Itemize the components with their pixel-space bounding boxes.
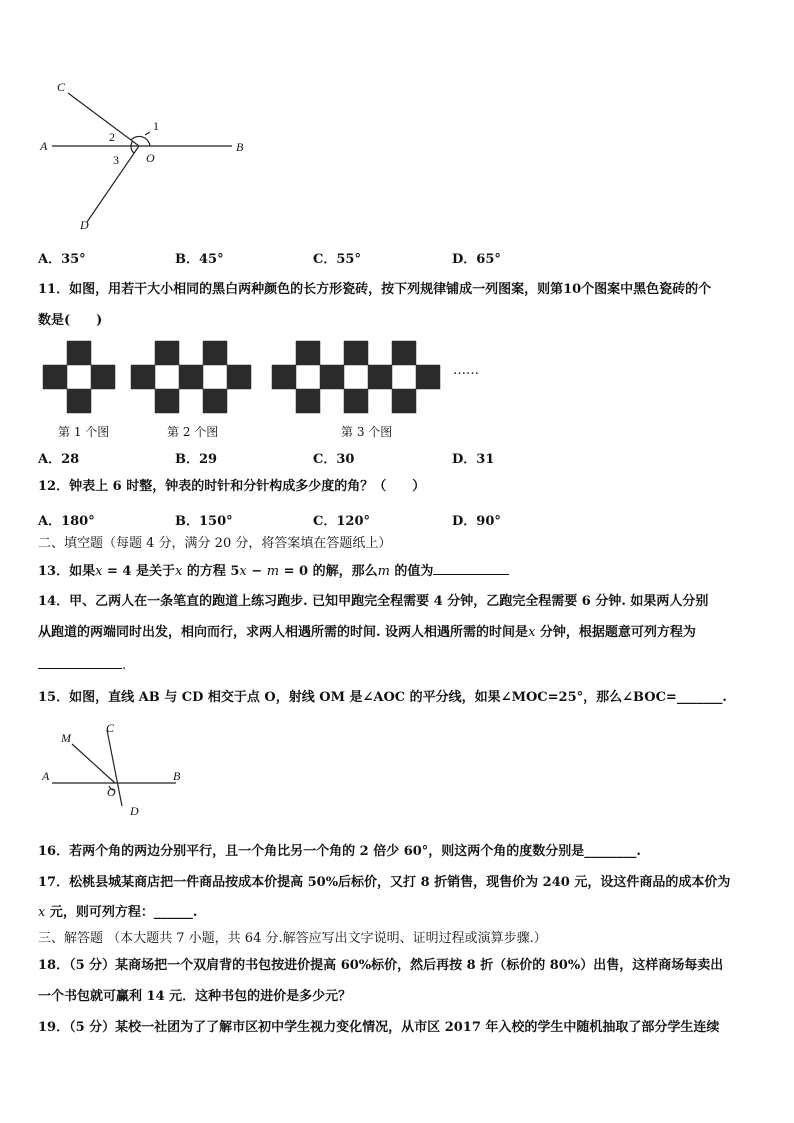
label-b: B bbox=[236, 140, 244, 154]
label-angle-2: 2 bbox=[109, 130, 115, 144]
label-o: O bbox=[146, 151, 155, 165]
var-m: m bbox=[377, 564, 390, 579]
q12-option-a: A．180° bbox=[38, 514, 95, 529]
q18-stem-line2: 一个书包就可赢利 14 元．这种书包的进价是多少元？ bbox=[38, 989, 352, 1004]
answer-blank[interactable]: _______. bbox=[676, 690, 727, 705]
q11-option-b: B．29 bbox=[175, 452, 218, 467]
q10-option-a: A．35° bbox=[38, 252, 86, 267]
q12-option-b: B．150° bbox=[175, 514, 233, 529]
caption-figure-3: 第 3 个图 bbox=[341, 425, 393, 439]
var-x: x bbox=[528, 625, 536, 640]
label-o: O bbox=[107, 785, 116, 799]
answer-blank[interactable]: ______. bbox=[153, 905, 198, 920]
section-3-heading: 三、解答题 （本大题共 7 小题，共 64 分.解答应写出文字说明、证明过程或演算步骤.） bbox=[38, 931, 547, 946]
q13-text: 13．如果 bbox=[38, 564, 96, 579]
q17-stem-line2 bbox=[38, 903, 197, 923]
var-x: x bbox=[174, 564, 183, 579]
q14-text: 从跑道的两端同时出发，相向而行，求两人相遇所需的时间. 设两人相遇所需的时间是 bbox=[38, 625, 529, 640]
q13-text: 的方程 5 bbox=[182, 564, 240, 579]
q15-text: 15．如图，直线 AB 与 CD 相交于点 O，射线 OM 是∠AOC 的平分线，如果∠MOC=25°，那么∠BOC= bbox=[38, 690, 677, 705]
q17-text: 元，则可列方程： bbox=[45, 905, 154, 920]
q11-option-c: C．30 bbox=[313, 452, 355, 467]
label-angle-3: 3 bbox=[113, 153, 119, 167]
label-d: D bbox=[80, 218, 89, 232]
answer-blank[interactable]: ________. bbox=[584, 844, 641, 859]
q13-text: = 4 是关于 bbox=[102, 564, 175, 579]
label-c: C bbox=[106, 721, 115, 735]
q18-stem-line1: 18．（5 分）某商场把一个双肩背的书包按进价提高 60%标价，然后再按 8 折（标价的 80%）出售，这样商场每卖出 bbox=[38, 958, 724, 973]
q10-option-b: B．45° bbox=[175, 252, 224, 267]
label-m: M bbox=[61, 731, 71, 745]
q13-text: − bbox=[246, 564, 267, 579]
var-m: m bbox=[266, 564, 280, 579]
q12-option-c: C．120° bbox=[313, 514, 370, 529]
q13-text: 的值为 bbox=[389, 564, 434, 579]
q16-text: 16．若两个角的两边分别平行，且一个角比另一个角的 2 倍少 60°，则这两个角的度数分别是 bbox=[38, 844, 585, 859]
pattern-ellipsis: …… bbox=[453, 363, 479, 378]
label-a: A bbox=[42, 769, 50, 783]
q16-stem bbox=[38, 842, 641, 862]
q11-stem-line1: 11．如图，用若干大小相同的黑白两种颜色的长方形瓷砖，按下列规律铺成一列图案，则第10个图案中黑色瓷砖的个 bbox=[38, 282, 712, 297]
var-x: x bbox=[239, 564, 247, 579]
ray-om bbox=[72, 744, 115, 783]
q12-stem: 12．钟表上 6 时整，钟表的时针和分针构成多少度的角？（ ） bbox=[38, 479, 426, 494]
var-x: x bbox=[95, 564, 103, 579]
var-x: x bbox=[38, 905, 46, 920]
section-2-heading: 二、填空题（每题 4 分，满分 20 分，将答案填在答题纸上） bbox=[38, 536, 392, 551]
q14-period: . bbox=[122, 658, 127, 673]
q10-option-d: D．65° bbox=[452, 252, 501, 267]
q11-option-d: D．31 bbox=[452, 452, 495, 467]
label-a: A bbox=[40, 139, 48, 153]
q11-stem-line2: 数是( ) bbox=[38, 313, 103, 328]
q19-stem-line1: 19．（5 分）某校一社团为了了解市区初中学生视力变化情况，从市区 2017 年入校的学生中随机抽取了部分学生连续 bbox=[38, 1020, 720, 1035]
q14-text: 分钟，根据题意可列方程为 bbox=[535, 625, 696, 640]
q14-stem-line1: 14．甲、乙两人在一条笔直的跑道上练习跑步. 已知甲跑完全程需要 4 分钟，乙跑完全程需要 6 分钟. 如果两人分别 bbox=[38, 594, 709, 609]
q12-option-d: D．90° bbox=[452, 514, 501, 529]
q11-option-a: A．28 bbox=[38, 452, 80, 467]
caption-figure-2: 第 2 个图 bbox=[167, 425, 219, 439]
label-d: D bbox=[130, 804, 139, 818]
q13-text: = 0 的解，那么 bbox=[279, 564, 378, 579]
label-c: C bbox=[57, 80, 66, 94]
label-angle-1: 1 bbox=[153, 119, 159, 133]
q10-option-c: C．55° bbox=[313, 252, 361, 267]
label-b: B bbox=[173, 769, 181, 783]
q17-stem-line1: 17．松桃县城某商店把一件商品按成本价提高 50%后标价，又打 8 折销售，现售价为 240 元，设这件商品的成本价为 bbox=[38, 875, 731, 890]
caption-figure-1: 第 1 个图 bbox=[58, 425, 110, 439]
